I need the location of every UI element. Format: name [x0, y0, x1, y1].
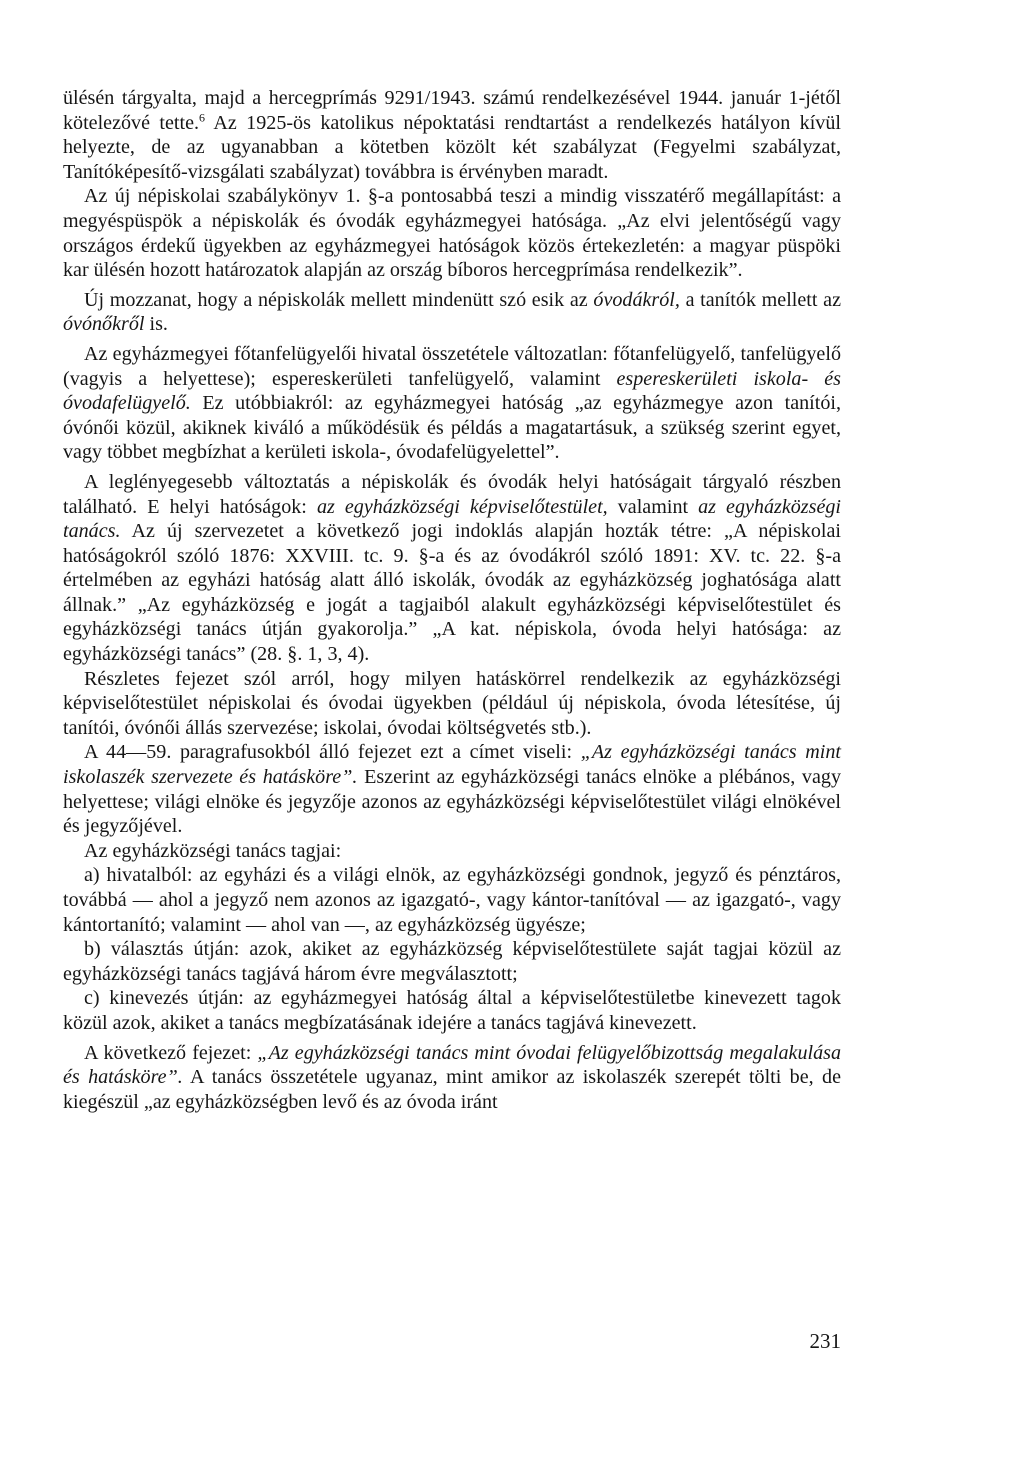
- text-run: a tanítók mellett az: [679, 288, 841, 311]
- paragraph: [63, 863, 841, 937]
- text-run: Eszerint az egyházközségi tanács elnöke a plébános, vagy helyettese; világi elnöke és jegyzője azonos az egyházközségi képviselőtestület világi elnökével és jegyzőjével.: [63, 766, 841, 838]
- paragraph: [63, 470, 841, 667]
- paragraph: [63, 342, 841, 465]
- text-run: Az 1925-ös katolikus népoktatási rendtartást a rendelkezés hatályon kívül helyezte, de az ugyanabban a kötetben közölt két szabályzat (Fegyelmi szabályzat, Tanítóképesítő-vizsgálati szabályzat) továbbra is érvényben maradt.: [63, 111, 841, 183]
- page-number: 231: [809, 1329, 841, 1353]
- text-run: ülésén tárgyalta, majd a hercegprímás 9291/1943. számú rendelkezésével 1944. január 1-jétől kötelezővé tette.: [63, 87, 841, 134]
- text-run: A 44—59. paragrafusokból álló fejezet ezt a címet viseli:: [84, 741, 581, 764]
- paragraph: [63, 86, 841, 184]
- text-run: Új mozzanat, hogy a népiskolák mellett mindenütt szó esik az: [84, 288, 594, 311]
- paragraph: [63, 1041, 841, 1115]
- text-run: Az egyházmegyei főtanfelügyelői hivatal összetétele változatlan: főtanfelügyelő, tanfelügyelő (vagyis a helyettese); espereskerületi tanfelügyelő, valamint: [63, 342, 841, 390]
- text-run: Az új népiskolai szabálykönyv 1. §-a pontosabbá teszi a mindig visszatérő megállapítást: a megyéspüspök a népiskolák és óvodák egyházmegyei hatósága. „Az elvi jelentőségű vagy országos érdekű ügyekben az egyházmegyei hatóságok közös értekezletén: a magyar püspöki kar ülésén hozott határozatok alapján az ország bíboros hercegprímása rendelkezik”.: [63, 185, 841, 282]
- paragraph: [63, 288, 841, 337]
- text-run: A tanács összetétele ugyanaz, mint amikor az iskolaszék szerepét tölti be, de kiegészül „az egyházközségben levő és az óvoda iránt: [63, 1066, 841, 1113]
- italic-text: „Az egyházközségi tanács mint óvodai felügyelőbizottság megalakulása és hatásköre”.: [63, 1041, 841, 1089]
- text-run: Részletes fejezet szól arról, hogy milyen hatáskörrel rendelkezik az egyházközségi képviselőtestület népiskolai és óvodai ügyekben (például új népiskola, óvoda létesítése, új tanítói, óvónői állás szervezése; iskolai, óvodai költségvetés stb.).: [63, 667, 841, 739]
- text-run: A következő fejezet:: [84, 1041, 258, 1064]
- italic-text: az egyházközségi képviselőtestület,: [316, 495, 608, 518]
- text-run: c) kinevezés útján: az egyházmegyei hatóság által a képviselőtestületbe kinevezett tagok közül azok, akiket a tanács megbízatásának idejére a tanács tagjává kinevezett.: [63, 987, 841, 1034]
- text-run: is.: [144, 313, 168, 336]
- paragraph: [63, 667, 841, 741]
- italic-text: óvodákról,: [593, 288, 680, 311]
- paragraph: [63, 839, 841, 864]
- text-run: Az egyházközségi tanács tagjai:: [84, 839, 342, 862]
- italic-text: az egyházközségi tanács.: [63, 495, 841, 543]
- paragraph: [63, 937, 841, 986]
- text-run: b) választás útján: azok, akiket az egyházközség képviselőtestülete saját tagjai közül az egyházközségi tanács tagjává három évre megválasztott;: [63, 938, 841, 985]
- footnote-marker: 6: [199, 109, 206, 124]
- italic-text: „Az egyházközségi tanács mint iskolaszék szervezete és hatásköre”.: [63, 741, 841, 789]
- text-run: a) hivatalból: az egyházi és a világi elnök, az egyházközségi gondnok, jegyző és pénztáros, továbbá — ahol a jegyző nem azonos az igazgató-, vagy kántor-tanítóval — az igazgató-, vagy kántortanító; valamint — ahol van —, az egyházközség ügyésze;: [63, 864, 841, 936]
- text-run: Az új szervezetet a következő jogi indoklás alapján hozták tétre: „A népiskolai hatóságokról szóló 1876: XXVIII. tc. 9. §-a és az óvodákról szóló 1891: XV. tc. 22. §-a értelmében az egyházi hatóság alatt álló iskolák, óvodák az egyházközség joghatósága alatt állnak.” „Az egyházközség e jogát a tagjaiból alakult egyházközségi képviselőtestület és egyházközségi tanács útján gyakorolja.” „A kat. népiskola, óvoda helyi hatósága: az egyházközségi tanács” (28. §. 1, 3, 4).: [63, 520, 841, 666]
- paragraph: [63, 740, 841, 838]
- text-run: A leglényegesebb változtatás a népiskolák és óvodák helyi hatóságait tárgyaló részben található. E helyi hatóságok:: [63, 470, 841, 518]
- italic-text: espereskerületi iskola- és óvodafelügyelő.: [63, 367, 841, 415]
- paragraph: [63, 184, 841, 282]
- page-body: [63, 86, 841, 1114]
- italic-text: óvónőkről: [63, 313, 145, 336]
- text-run: valamint: [607, 495, 699, 518]
- text-run: Ez utóbbiakról: az egyházmegyei hatóság „az egyházmegye azon tanítói, óvónői közül, akiknek kiváló a működésük és példás a magatartásuk, a szükség szerint egyet, vagy többet megbízhat a kerületi iskola-, óvodafelügyelettel”.: [63, 392, 841, 464]
- paragraph: [63, 986, 841, 1035]
